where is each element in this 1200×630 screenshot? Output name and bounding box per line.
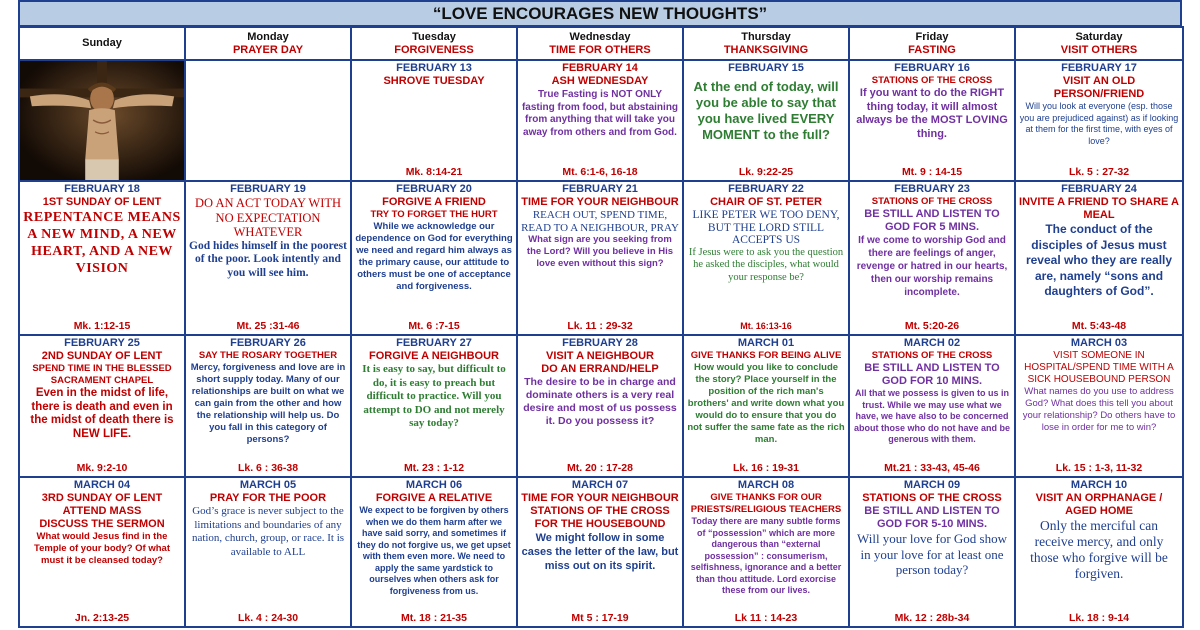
- day-cell-feb-21: FEBRUARY 21 TIME FOR YOUR NEIGHBOUR REACH OUT, SPEND TIME, READ TO A NEIGHBOUR, PRAY What sign are you seeking from the Lord? Will you believe in His love even without this sign? Lk. 11 : 29-32: [517, 181, 683, 335]
- theme-label: PRAYER DAY: [232, 43, 304, 56]
- theme-label: TIME FOR OTHERS: [549, 43, 651, 56]
- crucifixion-painting-cell: [19, 60, 185, 181]
- theme-label: VISIT OTHERS: [1060, 43, 1138, 56]
- theme-label: THANKSGIVING: [723, 43, 809, 56]
- day-cell-mar-01: MARCH 01 GIVE THANKS FOR BEING ALIVE How would you like to conclude the story? Place yourself in the position of the rich man's brothers' and write down what you would do to ensure that you do not suffer the same fate as the rich man. Lk. 16 : 19-31: [683, 335, 849, 477]
- day-cell-feb-16: FEBRUARY 16 STATIONS OF THE CROSS If you want to do the RIGHT thing today, it will almost always be the MOST LOVING thing. Mt. 9 : 14-15: [849, 60, 1015, 181]
- week-row-2: [19, 181, 1183, 335]
- day-cell-feb-13: FEBRUARY 13 SHROVE TUESDAY Mk. 8:14-21: [351, 60, 517, 181]
- day-cell-feb-25: FEBRUARY 25 2ND SUNDAY OF LENT SPEND TIME IN THE BLESSED SACRAMENT CHAPEL Even in the midst of life, there is death and even in the midst of death there is NEW LIFE. Mk. 9:2-10: [19, 335, 185, 477]
- crucifixion-painting-icon: [20, 61, 184, 180]
- day-cell-feb-24: FEBRUARY 24 INVITE A FRIEND TO SHARE A MEAL The conduct of the disciples of Jesus must reveal who they are really are, namely “sons and daughters of God”. Mt. 5:43-48: [1015, 181, 1183, 335]
- calendar-title-bar: [18, 0, 1182, 27]
- day-cell-mar-07: MARCH 07 TIME FOR YOUR NEIGHBOUR STATIONS OF THE CROSS FOR THE HOUSEBOUND We might follow in some cases the letter of the law, but miss out on its spirit. Mt 5 : 17-19: [517, 477, 683, 627]
- week-row-4: [19, 477, 1183, 627]
- day-cell-mar-08: MARCH 08 GIVE THANKS FOR OUR PRIESTS/RELIGIOUS TEACHERS Today there are many subtle forms of “possession” which are more dangerous than “external possession” : consumerism, selfishness, ignorance and a better than thou attitude. Lord exorcise these from our lives. Lk 11 : 14-23: [683, 477, 849, 627]
- header-tuesday: Tuesday FORGIVENESS: [351, 27, 517, 60]
- calendar-title: “LOVE ENCOURAGES NEW THOUGHTS”: [432, 3, 768, 23]
- day-cell-feb-26: FEBRUARY 26 SAY THE ROSARY TOGETHER Mercy, forgiveness and love are in short supply today. Many of our relationships are built on what we can gain from the other and how the relationship will help us. Do you fall in this category of persons? Lk. 6 : 36-38: [185, 335, 351, 477]
- day-cell-feb-27: FEBRUARY 27 FORGIVE A NEIGHBOUR It is easy to say, but difficult to do, it is easy to preach but difficult to practice. Will you attempt to DO and not merely say today? Mt. 23 : 1-12: [351, 335, 517, 477]
- theme-label: FORGIVENESS: [394, 43, 474, 56]
- day-cell-mar-02: MARCH 02 STATIONS OF THE CROSS BE STILL AND LISTEN TO GOD FOR 10 MINS. All that we possess is given to us in trust. While we may use what we have, we have also to be concerned about those who do not have and be generous with them. Mt.21 : 33-43, 45-46: [849, 335, 1015, 477]
- lent-calendar: [18, 26, 1184, 628]
- day-cell-mar-04: MARCH 04 3RD SUNDAY OF LENT ATTEND MASS DISCUSS THE SERMON What would Jesus find in the Temple of your body? Of what must it be cleansed today? Jn. 2:13-25: [19, 477, 185, 627]
- day-cell-mar-06: MARCH 06 FORGIVE A RELATIVE We expect to be forgiven by others when we do them harm after we have said sorry, and sometimes if they do not forgive us, we get upset with them even more. We need to apply the same yardstick to ourselves when others ask for forgiveness from us. Mt. 18 : 21-35: [351, 477, 517, 627]
- day-cell-mar-10: MARCH 10 VISIT AN ORPHANAGE / AGED HOME Only the merciful can receive mercy, and only those who forgive will be forgiven. Lk. 18 : 9-14: [1015, 477, 1183, 627]
- week-row-3: [19, 335, 1183, 477]
- theme-label: FASTING: [908, 43, 956, 56]
- day-cell-feb-18: FEBRUARY 18 1ST SUNDAY OF LENT REPENTANCE MEANS A NEW MIND, A NEW HEART, AND A NEW VISION Mk. 1:12-15: [19, 181, 185, 335]
- header-saturday: Saturday VISIT OTHERS: [1015, 27, 1183, 60]
- header-row: [19, 27, 1183, 60]
- header-sunday: Sunday: [19, 27, 185, 60]
- day-cell-mar-05: MARCH 05 PRAY FOR THE POOR God’s grace is never subject to the limitations and boundaries of any nation, church, group, or race. It is available to ALL Lk. 4 : 24-30: [185, 477, 351, 627]
- day-cell-feb-15: FEBRUARY 15 At the end of today, will you be able to say that you have lived EVERY MOMENT to the full? Lk. 9:22-25: [683, 60, 849, 181]
- header-friday: Friday FASTING: [849, 27, 1015, 60]
- day-cell-feb-28: FEBRUARY 28 VISIT A NEIGHBOUR DO AN ERRAND/HELP The desire to be in charge and dominate others is a very real desire and most of us possess it. Do you possess it? Mt. 20 : 17-28: [517, 335, 683, 477]
- day-cell-feb-22: FEBRUARY 22 CHAIR OF ST. PETER LIKE PETER WE TOO DENY, BUT THE LORD STILL ACCEPTS US If Jesus were to ask you the question he asked the disciples, what would your response be? Mt. 16:13-16: [683, 181, 849, 335]
- day-cell-feb-23: FEBRUARY 23 STATIONS OF THE CROSS BE STILL AND LISTEN TO GOD FOR 5 MINS. If we come to worship God and there are feelings of anger, revenge or hatred in our hearts, then our worship remains incomplete. Mt. 5:20-26: [849, 181, 1015, 335]
- day-cell-feb-14: FEBRUARY 14 ASH WEDNESDAY True Fasting is NOT ONLY fasting from food, but abstaining from anything that will take you away from others and from God. Mt. 6:1-6, 16-18: [517, 60, 683, 181]
- day-cell-feb-17: FEBRUARY 17 VISIT AN OLD PERSON/FRIEND Will you look at everyone (esp. those you are prejudiced against) as if looking at them for the first time, with eyes of love? Lk. 5 : 27-32: [1015, 60, 1183, 181]
- day-cell-feb-20: FEBRUARY 20 FORGIVE A FRIEND TRY TO FORGET THE HURT While we acknowledge our dependence on God for everything we need and regard him always as the primary cause, our attitude to others must be one of acceptance and forgiveness. Mt. 6 :7-15: [351, 181, 517, 335]
- empty-cell: [185, 60, 351, 181]
- week-row-1: [19, 60, 1183, 181]
- header-monday: Monday PRAYER DAY: [185, 27, 351, 60]
- header-thursday: Thursday THANKSGIVING: [683, 27, 849, 60]
- day-cell-feb-19: FEBRUARY 19 DO AN ACT TODAY WITH NO EXPECTATION WHATEVER God hides himself in the poorest of the poor. Look intently and you will see him. Mt. 25 :31-46: [185, 181, 351, 335]
- header-wednesday: Wednesday TIME FOR OTHERS: [517, 27, 683, 60]
- day-cell-mar-09: MARCH 09 STATIONS OF THE CROSS BE STILL AND LISTEN TO GOD FOR 5-10 MINS. Will your love for God show in your love for at least one person today? Mk. 12 : 28b-34: [849, 477, 1015, 627]
- day-cell-mar-03: MARCH 03 VISIT SOMEONE IN HOSPITAL/SPEND TIME WITH A SICK HOUSEBOUND PERSON What names do you use to address God? What does this tell you about your relationship? Do others have to lose in order for me to win? Lk. 15 : 1-3, 11-32: [1015, 335, 1183, 477]
